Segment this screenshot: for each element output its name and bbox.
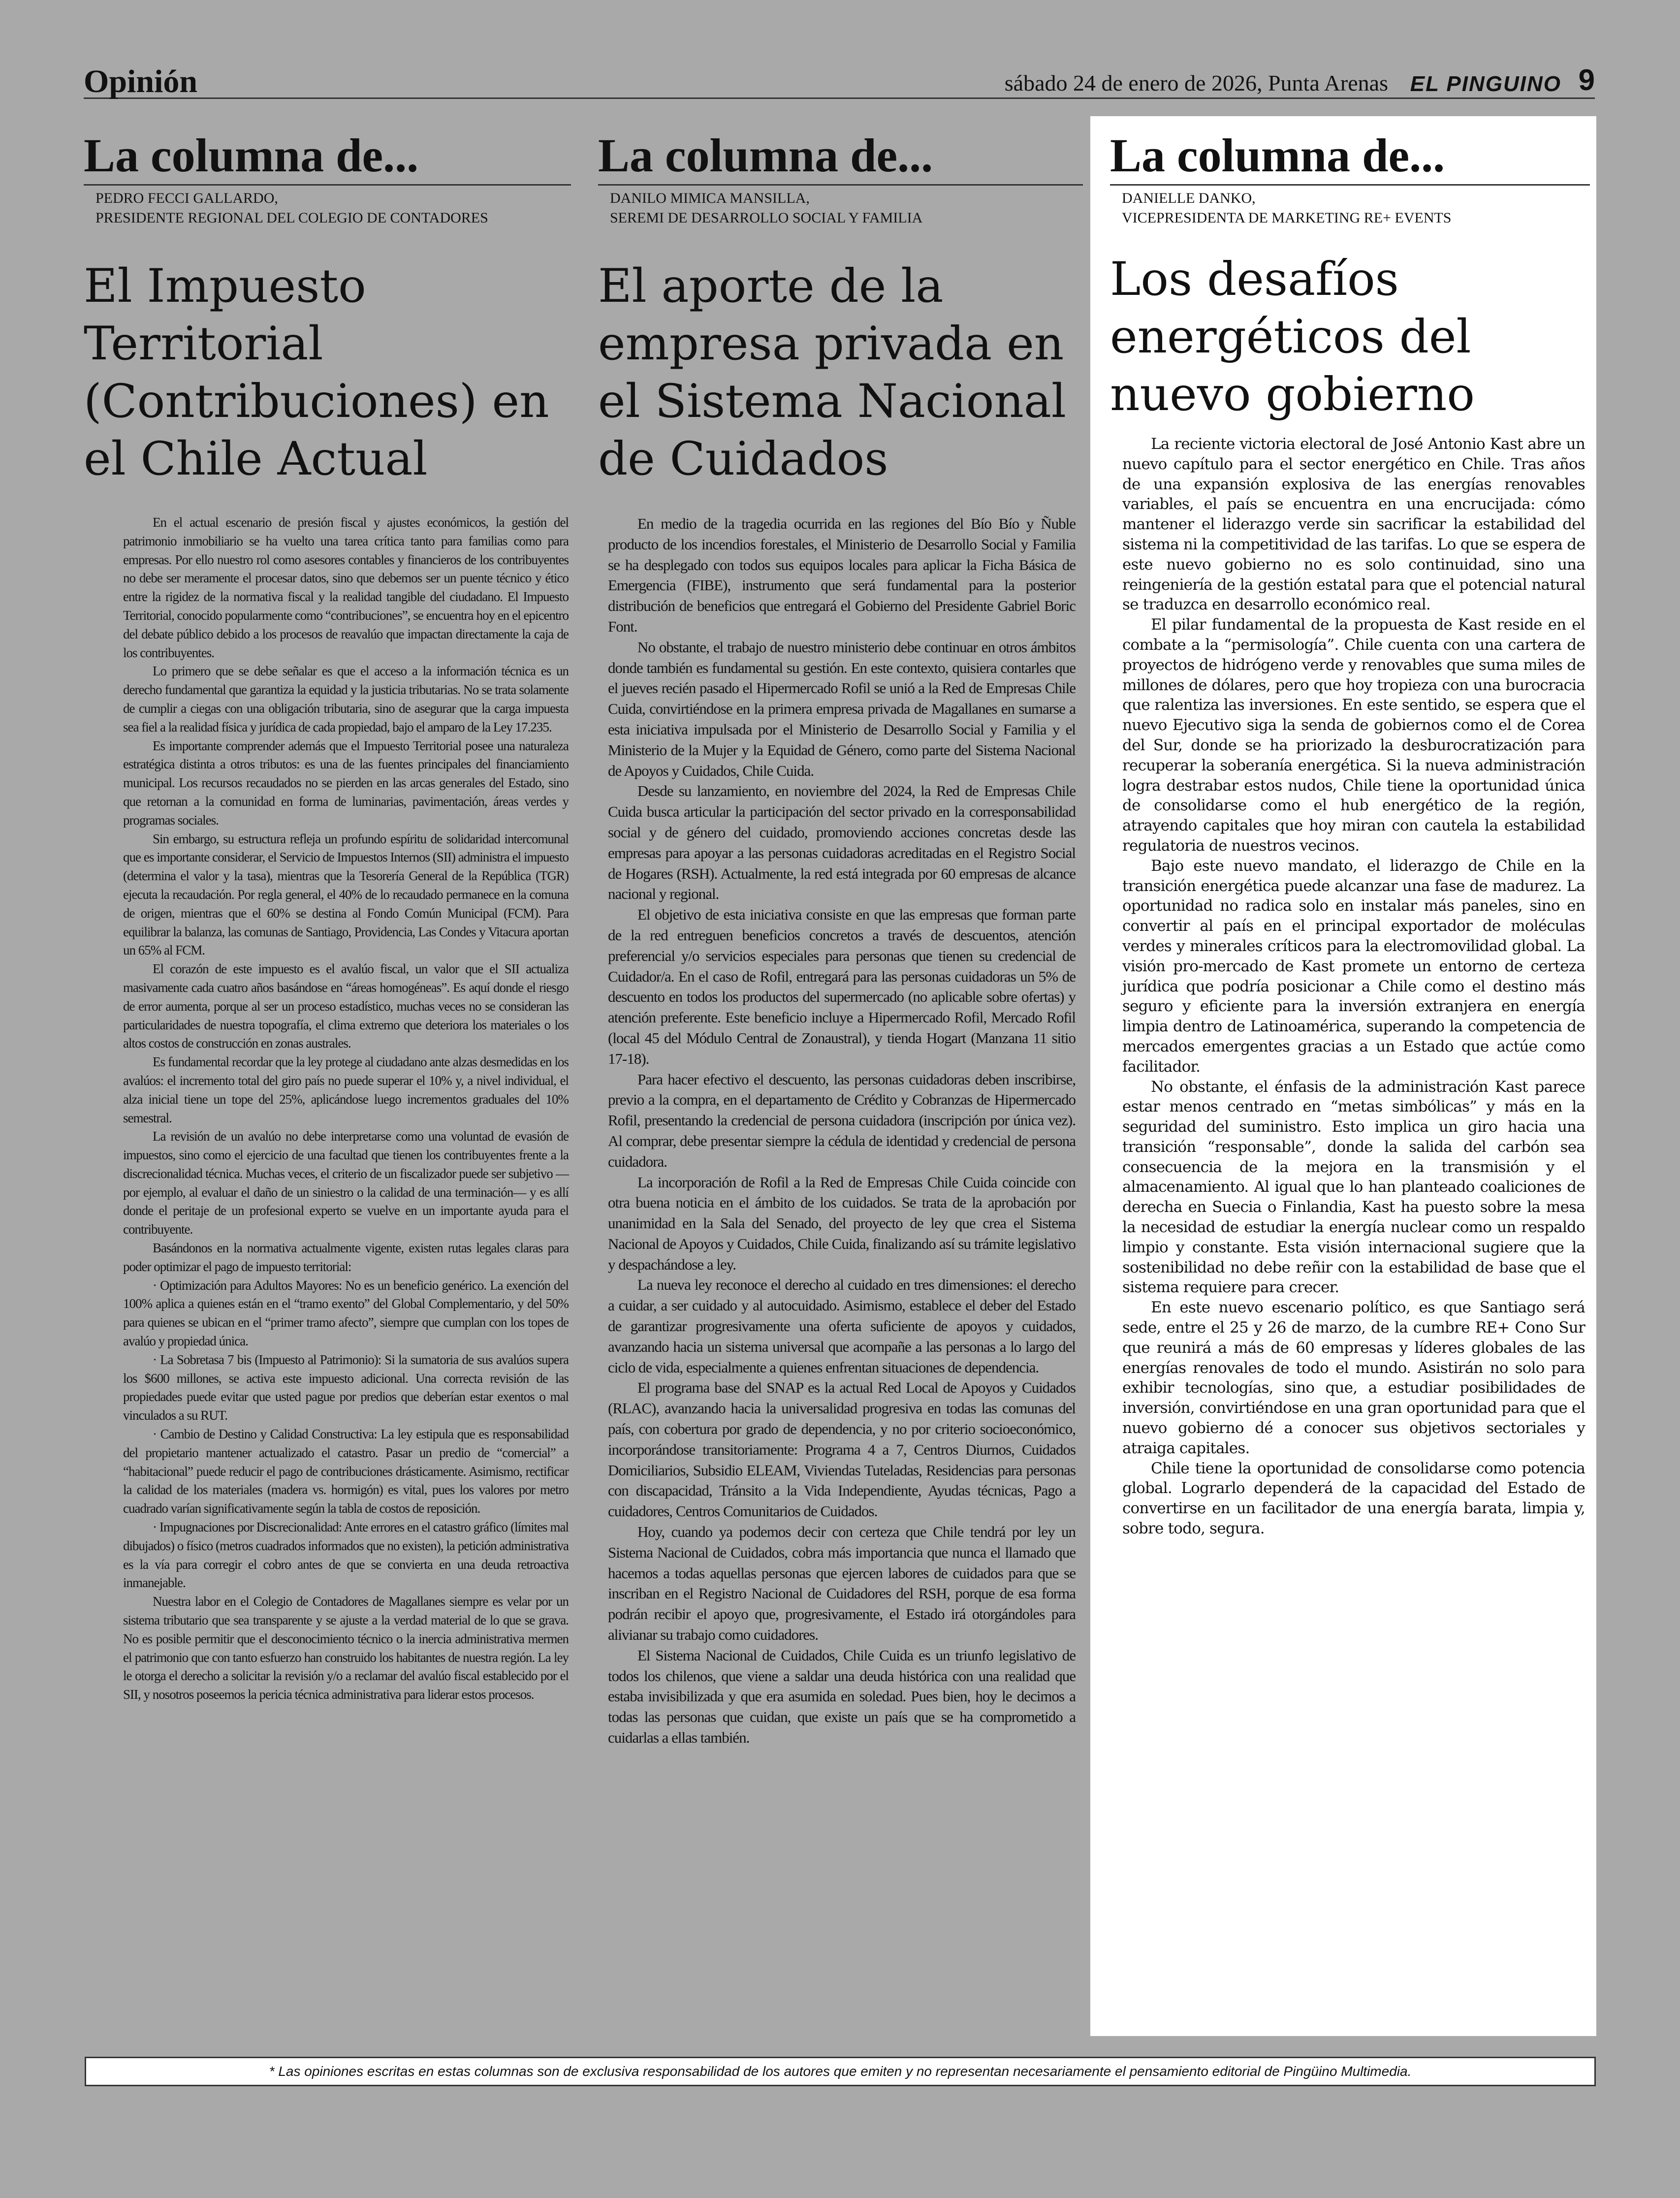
paragraph: Desde su lanzamiento, en noviembre del 2024, la Red de Empresas Chile Cuida busca articular la participación del sector privado en la corresponsabilidad social y de género del cuidado, promoviendo acciones concretas desde las empresas para apoyar a las personas cuidadoras acreditadas en el Registro Social de Hogares (RSH). Actualmente, la red está integrada por 60 empresas de alcance nacional y regional.	[608, 782, 1076, 903]
column-label: La columna de...	[1110, 132, 1590, 186]
dateline	[1005, 70, 1388, 96]
column-3	[1110, 129, 1590, 1539]
article-body	[123, 513, 569, 1704]
article-body	[1122, 434, 1585, 1539]
paragraph: En medio de la tragedia ocurrida en las regiones del Bío Bío y Ñuble producto de los incendios forestales, el Ministerio de Desarrollo Social y Familia se ha desplegado con todos sus equipos locales para aplicar la Ficha Básica de Emergencia (FIBE), instrumento que será fundamental para la posterior distribución de beneficios que entregará el Gobierno del Presidente Gabriel Boric Font.	[608, 515, 1076, 635]
paragraph: El objetivo de esta iniciativa consiste en que las empresas que forman parte de la red entreguen beneficios concretos a través de descuentos, atención preferencial y/o servicios especiales para personas que tienen su credencial de Cuidador/a. En el caso de Rofil, entregará para las personas cuidadoras un 5% de descuento en todos los productos del supermercado (no aplicable sobre ofertas) y atención preferente. Este beneficio incluye a Hipermercado Rofil, Mercado Rofil (local 45 del Módulo Central de Zonaustral), y tienda Hogart (Manzana 11 sitio 17-18).	[608, 906, 1076, 1067]
author-name: PEDRO FECCI GALLARDO,	[95, 190, 278, 206]
paragraph: Para hacer efectivo el descuento, las personas cuidadoras deben inscribirse, previo a la compra, en el departamento de Crédito y Cobranzas de Hipermercado Rofil, presentando la credencial de persona cuidadora (inscripción por única vez). Al comprar, debe presentar siempre la cédula de identidad y credencial de persona cuidadora.	[608, 1070, 1076, 1170]
author-role: SEREMI DE DESARROLLO SOCIAL Y FAMILIA	[610, 210, 923, 226]
paragraph: En este nuevo escenario político, es que Santiago será sede, entre el 25 y 26 de marzo, de la cumbre RE+ Cono Sur que reunirá a más de 60 empresas y líderes globales de las energías renovales de todo el mundo. Asistirán no solo para exhibir tecnologías, sino que, a estudiar posibilidades de inversión, convirtiéndose en una gran oportunidad para que el nuevo gobierno dé a conocer sus objetivos sectoriales y atraiga capitales.	[1122, 1299, 1585, 1457]
page-number: 9	[1578, 64, 1595, 96]
author-name: DANIELLE DANKO,	[1122, 190, 1256, 206]
paragraph: La reciente victoria electoral de José Antonio Kast abre un nuevo capítulo para el sector energético en Chile. Tras años de una expansión explosiva de las energías renovables variables, el país se encuentra en una encrucijada: cómo mantener el liderazgo verde sin sacrificar la estabilidad del sistema ni la competitividad de las tarifas. Lo que se espera de este nuevo gobierno no es solo continuidad, sino una reingeniería de la gestión estatal para que el potencial natural se traduzca en desarrollo económico real.	[1122, 435, 1585, 614]
paragraph: No obstante, el énfasis de la administración Kast parece estar menos centrado en “metas simbólicas” y más en la seguridad del suministro. Esto implica un giro hacia una transición “responsable”, donde la salida del carbón sea consecuencia de la mejora en la transmisión y el almacenamiento. Al igual que lo han planteado coaliciones de derecha en Suecia o Finlandia, Kast ha puesto sobre la mesa la necesidad de estudiar la energía nuclear como un respaldo limpio y constante. Esta visión internacional sugiere que la sostenibilidad no debe reñir con la estabilidad de base que el sistema requiere para crecer.	[1122, 1078, 1585, 1297]
paragraph: · La Sobretasa 7 bis (Impuesto al Patrimonio): Si la sumatoria de sus avalúos supera los $600 millones, se activa este impuesto adicional. Una correcta revisión de las propiedades puede evitar que usted pague por predios que deberían estar exentos o mal vinculados a su RUT.	[123, 1352, 569, 1423]
paragraph: · Impugnaciones por Discrecionalidad: Ante errores en el catastro gráfico (límites mal dibujados) o físico (metros cuadrados informados que no existen), la petición administrativa es la vía para corregir el cobro antes de que se convierta en una deuda retroactiva inmanejable.	[123, 1520, 569, 1591]
article-headline: El Impuesto Territorial (Contribuciones) en el Chile Actual	[84, 259, 549, 486]
paragraph: El Sistema Nacional de Cuidados, Chile Cuida es un triunfo legislativo de todos los chilenos, que viene a saldar una deuda histórica con una realidad que estaba invisibilizada y que era asumida en soledad. Pues bien, hoy le decimos a todas las personas que cuidan, que existe un país que se ha comprometido a cuidarlas a ellas también.	[608, 1646, 1076, 1747]
newspaper-logo: EL PINGUINO	[1410, 72, 1561, 96]
paragraph: Basándonos en la normativa actualmente vigente, existen rutas legales claras para poder optimizar el pago de impuesto territorial:	[123, 1241, 569, 1274]
paragraph: Chile tiene la oportunidad de consolidarse como potencia global. Lograrlo dependerá de la capacidad del Estado de convertirse en un facilitador de una energía barata, limpia y, sobre todo, segura.	[1122, 1459, 1585, 1538]
column-label: La columna de...	[84, 132, 571, 186]
paragraph: Es importante comprender además que el Impuesto Territorial posee una naturaleza estratégica distinta a otros tributos: es una de las fuentes principales del financiamiento municipal. Los recursos recaudados no se pierden en las arcas generales del Estado, sino que retornan a la comunidad en forma de luminarias, pavimentación, áreas verdes y programas sociales.	[123, 738, 569, 828]
column-2	[598, 129, 1083, 1748]
section-title: Opinión	[84, 64, 198, 99]
paragraph: En el actual escenario de presión fiscal y ajustes económicos, la gestión del patrimonio inmobiliario se ha vuelto una tarea crítica tanto para familias como para empresas. Por ello nuestro rol como asesores contables y financieros de los contribuyentes no debe ser meramente el procesar datos, sino que debemos ser un puente técnico y ético entre la rigidez de la normativa fiscal y la realidad tangible del ciudadano. El Impuesto Territorial, conocido popularmente como “contribuciones”, se encuentra hoy en el epicentro del debate público debido a los procesos de reavalúo que impactan directamente la caja de los contribuyentes.	[123, 515, 569, 660]
paragraph: Sin embargo, su estructura refleja un profundo espíritu de solidaridad intercomunal que es importante considerar, el Servicio de Impuestos Internos (SII) administra el impuesto (determina el valor y la tasa), mientras que la Tesorería General de la República (TGR) ejecuta la recaudación. Por regla general, el 40% de lo recaudado permanece en la comuna de origen, mientras que el 60% se destina al Fondo Común Municipal (FCM). Para equilibrar la balanza, las comunas de Santiago, Providencia, Las Condes y Vitacura aportan un 65% al FCM.	[123, 831, 569, 958]
paragraph: El corazón de este impuesto es el avalúo fiscal, un valor que el SII actualiza masivamente cada cuatro años basándose en “áreas homogéneas”. Es aquí donde el riesgo de error aumenta, porque al ser un proceso estadístico, muchas veces no se consideran las particularidades de nuestra topografía, el clima extremo que deteriora los materiales o los altos costos de construcción en zonas australes.	[123, 961, 569, 1051]
paragraph: Nuestra labor en el Colegio de Contadores de Magallanes siempre es velar por un sistema tributario que sea transparente y se ajuste a la verdad material de lo que se grava. No es posible permitir que el desconocimiento técnico o la inercia administrativa mermen el patrimonio que con tanto esfuerzo han construido los habitantes de nuestra región. La ley le otorga el derecho a solicitar la revisión y/o a reclamar del avalúo fiscal establecido por el SII, y nosotros poseemos la pericia técnica administrativa para liderar estos procesos.	[123, 1594, 569, 1702]
article-headline: El aporte de la empresa privada en el Sistema Nacional de Cuidados	[598, 259, 1066, 486]
disclaimer-note: * Las opiniones escritas en estas columnas son de exclusiva responsabilidad de los autores que emiten y no representan necesariamente el pensamiento editorial de Pingüino Multimedia.	[85, 2057, 1596, 2086]
author-name: DANILO MIMICA MANSILLA,	[610, 190, 810, 206]
column-label: La columna de...	[598, 132, 1083, 186]
paragraph: La incorporación de Rofil a la Red de Empresas Chile Cuida coincide con otra buena noticia en el ámbito de los cuidados. Se trata de la aprobación por unanimidad en la Sala del Senado, del proyecto de ley que crea el Sistema Nacional de Apoyos y Cuidados, Chile Cuida, finalizando así su trámite legislativo y despachándose a ley.	[608, 1173, 1076, 1273]
paragraph: La revisión de un avalúo no debe interpretarse como una voluntad de evasión de impuestos, sino como el ejercicio de una facultad que tienen los contribuyentes frente a la discrecionalidad técnica. Muchas veces, el criterio de un fiscalizador puede ser subjetivo —por ejemplo, al evaluar el daño de un siniestro o la calidad de una terminación— y es allí donde el peritaje de un profesional experto se vuelve en un importante ayuda para el contribuyente.	[123, 1129, 569, 1237]
author-role: PRESIDENTE REGIONAL DEL COLEGIO DE CONTADORES	[95, 210, 488, 226]
date-location: sábado 24 de enero de 2026, Punta Arenas	[1004, 70, 1388, 96]
author-role: VICEPRESIDENTA DE MARKETING RE+ EVENTS	[1122, 210, 1452, 226]
paragraph: La nueva ley reconoce el derecho al cuidado en tres dimensiones: el derecho a cuidar, a ser cuidado y al autocuidado. Asimismo, establece el deber del Estado de garantizar progresivamente una oferta suficiente de apoyos y cuidados, avanzando hacia un sistema universal que acompañe a las personas a lo largo del ciclo de vida, especialmente a quienes enfrentan situaciones de dependencia.	[608, 1276, 1076, 1376]
paragraph: · Cambio de Destino y Calidad Constructiva: La ley estipula que es responsabilidad del propietario mantener actualizado el catastro. Pasar un predio de “comercial” a “habitacional” puede reducir el pago de contribuciones drásticamente. Asimismo, rectificar la calidad de los materiales (madera vs. hormigón) es vital, pues los valores por metro cuadrado varían significativamente según la tabla de costos de reposición.	[123, 1427, 569, 1516]
column-1	[84, 129, 571, 1704]
paragraph: No obstante, el trabajo de nuestro ministerio debe continuar en otros ámbitos donde también es fundamental su gestión. En este contexto, quisiera contarles que el jueves recién pasado el Hipermercado Rofil se unió a la Red de Empresas Chile Cuida, convirtiéndose en la primera empresa privada de Magallanes en sumarse a esta iniciativa impulsada por el Ministerio de Desarrollo Social y Familia y el Ministerio de la Mujer y la Equidad de Género, como parte del Sistema Nacional de Apoyos y Cuidados, Chile Cuida.	[608, 638, 1076, 779]
article-headline: Los desafíos energéticos del nuevo gobierno	[1110, 253, 1475, 421]
paragraph: · Optimización para Adultos Mayores: No es un beneficio genérico. La exención del 100% aplica a quienes están en el “tramo exento” del Global Complementario, y del 50% para quienes se ubican en el “primer tramo afecto”, siempre que cumplan con los topes de avalúo y propiedad única.	[123, 1277, 569, 1349]
paragraph: Lo primero que se debe señalar es que el acceso a la información técnica es un derecho fundamental que garantiza la equidad y la justicia tributarias. No se trata solamente de cumplir a ciegas con una obligación tributaria, sino de asegurar que la carga impuesta sea fiel a la realidad física y jurídica de cada propiedad, bajo el amparo de la Ley 17.235.	[123, 664, 569, 734]
article-body	[608, 513, 1076, 1748]
page-header	[84, 63, 1595, 99]
paragraph: Hoy, cuando ya podemos decir con certeza que Chile tendrá por ley un Sistema Nacional de Cuidados, cobra más importancia que nunca el llamado que hacemos a todas aquellas personas que ejercen labores de cuidados para que se inscriban en el Registro Nacional de Cuidadores del RSH, porque de esa forma podrán recibir el apoyo que, progresivamente, el Estado irá otorgándoles para alivianar su trabajo como cuidadores.	[608, 1523, 1076, 1644]
paragraph: Bajo este nuevo mandato, el liderazgo de Chile en la transición energética puede alcanzar una fase de madurez. La oportunidad no radica solo en instalar más paneles, sino en convertir al país en el principal exportador de moléculas verdes y minerales críticos para la electromovilidad global. La visión pro-mercado de Kast promete un entorno de certeza jurídica que podría posicionar a Chile como el destino más seguro y eficiente para la inversión extranjera en energía limpia dentro de Latinoamérica, superando la competencia de mercados emergentes gracias a un Estado que actúe como facilitador.	[1122, 857, 1585, 1076]
paragraph: El pilar fundamental de la propuesta de Kast reside en el combate a la “permisología”. Chile cuenta con una cartera de proyectos de hidrógeno verde y renovables que suma miles de millones de dólares, pero que hoy tropieza con una burocracia que ralentiza las inversiones. En este sentido, se espera que el nuevo Ejecutivo siga la senda de gobiernos como el de Corea del Sur, donde se ha priorizado la desburocratización para recuperar la soberanía energética. Si la nueva administración logra destrabar estos nudos, Chile tiene la oportunidad única de consolidarse como el hub energético de la región, atrayendo capitales que hoy miran con cautela la estabilidad regulatoria de nuestros vecinos.	[1122, 616, 1585, 855]
paragraph: Es fundamental recordar que la ley protege al ciudadano ante alzas desmedidas en los avalúos: el incremento total del giro país no puede superar el 10% y, a nivel individual, el alza inicial tiene un tope del 25%, aplicándose luego incrementos graduales del 10% semestral.	[123, 1054, 569, 1125]
paragraph: El programa base del SNAP es la actual Red Local de Apoyos y Cuidados (RLAC), avanzando hacia la universalidad progresiva en todas las comunas del país, con cobertura por grado de dependencia, y no por criterio socioeconómico, incorporándose transitoriamente: Programa 4 a 7, Centros Diurnos, Cuidados Domiciliarios, Subsidio ELEAM, Viviendas Tuteladas, Residencias para personas con discapacidad, Tránsito a la Vida Independiente, Ayudas técnicas, Pago a cuidadores, Centros Comunitarios de Cuidados.	[608, 1379, 1076, 1520]
